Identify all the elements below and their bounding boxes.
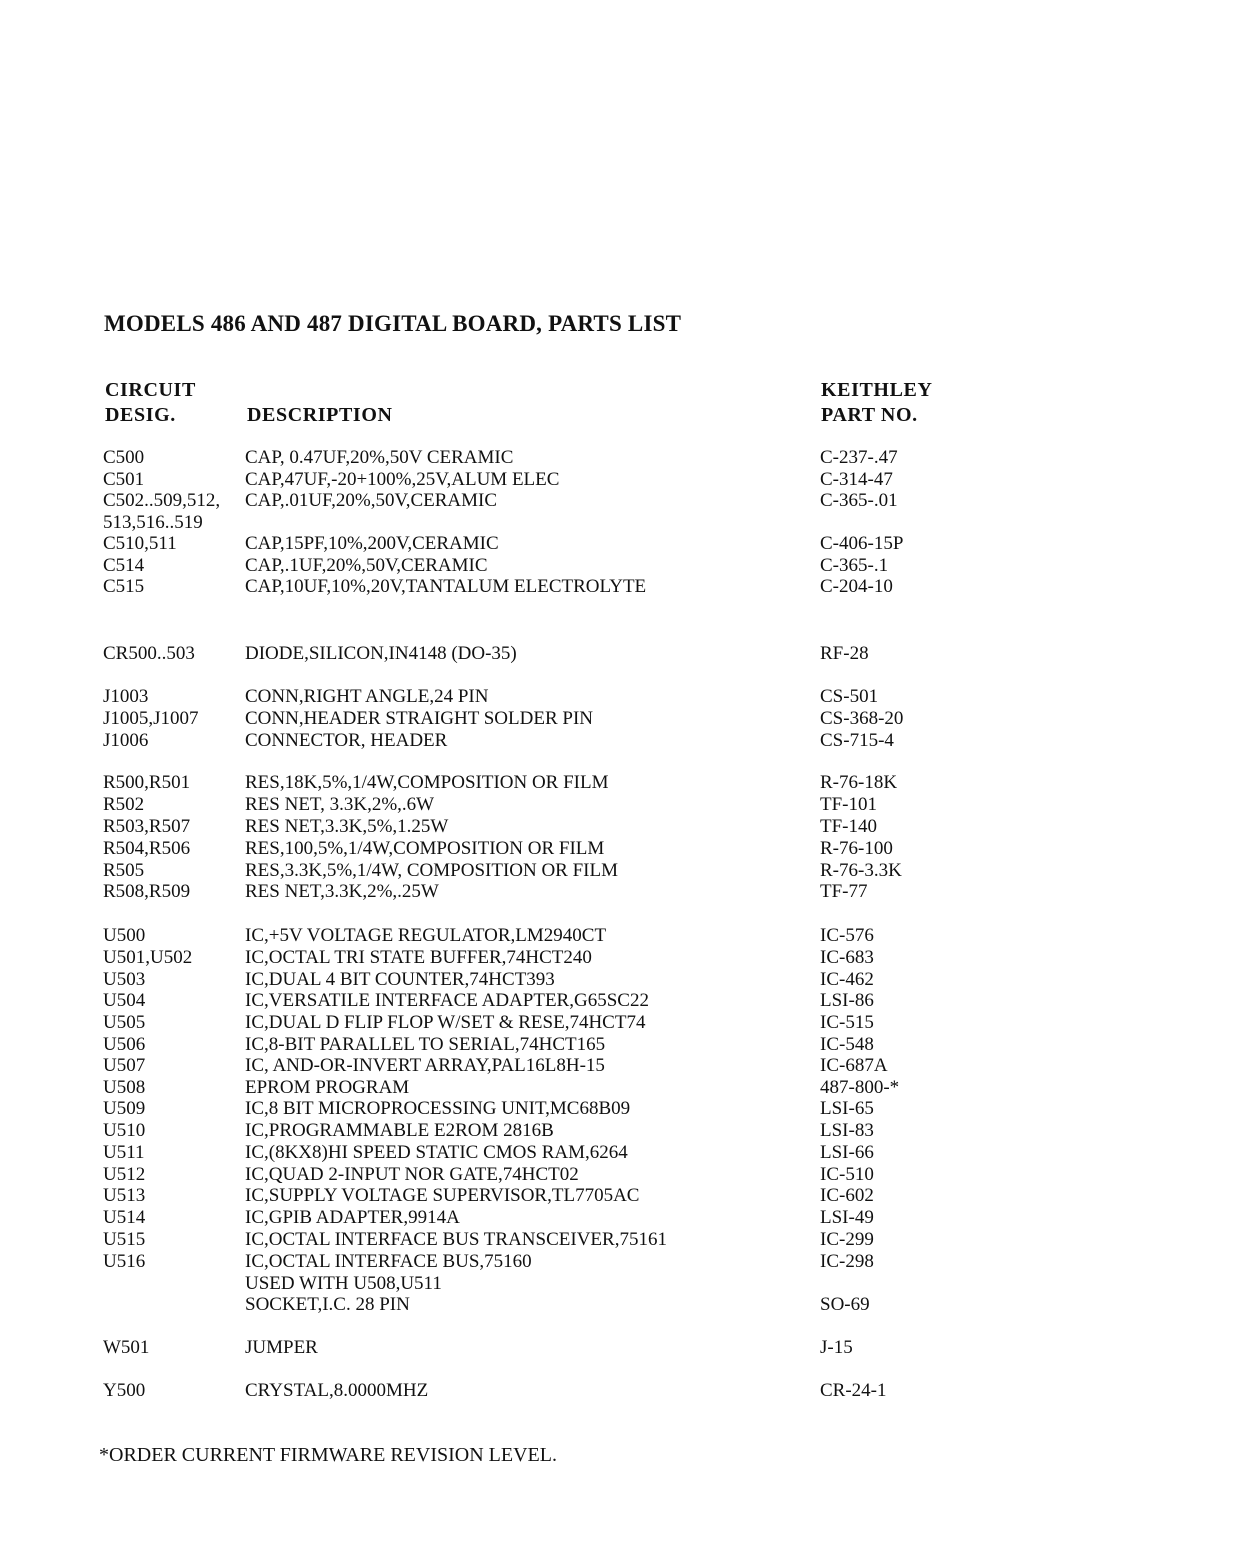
row-part-number: LSI-49 xyxy=(820,1207,874,1228)
column-header-line: CIRCUIT xyxy=(105,379,196,401)
row-part-number: R-76-18K xyxy=(820,772,898,793)
row-description: CONN,RIGHT ANGLE,24 PIN xyxy=(245,686,489,707)
row-designator: U511 xyxy=(103,1142,145,1163)
row-designator: U512 xyxy=(103,1164,146,1185)
row-description: CONN,HEADER STRAIGHT SOLDER PIN xyxy=(245,708,593,729)
row-designator: U503 xyxy=(103,969,146,990)
row-description: IC,DUAL D FLIP FLOP W/SET & RESE,74HCT74 xyxy=(245,1012,646,1033)
row-part-number: C-365-.01 xyxy=(820,490,898,511)
row-designator: U504 xyxy=(103,990,146,1011)
row-part-number: LSI-65 xyxy=(820,1098,874,1119)
row-designator: U515 xyxy=(103,1229,146,1250)
row-designator: R503,R507 xyxy=(103,816,191,837)
row-part-number: IC-510 xyxy=(820,1164,874,1185)
row-designator: U506 xyxy=(103,1034,146,1055)
row-part-number: IC-602 xyxy=(820,1185,874,1206)
row-designator: J1006 xyxy=(103,730,149,751)
column-header-part-no xyxy=(821,378,933,428)
row-part-number: CS-501 xyxy=(820,686,879,707)
row-designator: J1003 xyxy=(103,686,149,707)
row-designator: U509 xyxy=(103,1098,146,1119)
row-part-number: J-15 xyxy=(820,1337,853,1358)
row-designator: U513 xyxy=(103,1185,146,1206)
column-header-description: DESCRIPTION xyxy=(247,404,393,426)
row-description: CAP,10UF,10%,20V,TANTALUM ELECTROLYTE xyxy=(245,576,647,597)
row-description: IC, AND-OR-INVERT ARRAY,PAL16L8H-15 xyxy=(245,1055,605,1076)
row-description: IC,8 BIT MICROPROCESSING UNIT,MC68B09 xyxy=(245,1098,631,1119)
footnote: *ORDER CURRENT FIRMWARE REVISION LEVEL. xyxy=(99,1444,557,1466)
row-designator: J1005,J1007 xyxy=(103,708,199,729)
row-description: RES,3.3K,5%,1/4W, COMPOSITION OR FILM xyxy=(245,860,618,881)
row-designator: C502..509,512, xyxy=(103,490,221,511)
row-part-number: CS-715-4 xyxy=(820,730,894,751)
row-designator: 513,516..519 xyxy=(103,512,203,533)
page-title: MODELS 486 AND 487 DIGITAL BOARD, PARTS LIST xyxy=(104,311,682,336)
row-description: IC,QUAD 2-INPUT NOR GATE,74HCT02 xyxy=(245,1164,579,1185)
row-part-number: IC-299 xyxy=(820,1229,874,1250)
row-description: IC,VERSATILE INTERFACE ADAPTER,G65SC22 xyxy=(245,990,649,1011)
row-part-number: 487-800-* xyxy=(820,1077,900,1098)
row-description: IC,+5V VOLTAGE REGULATOR,LM2940CT xyxy=(245,925,607,946)
row-part-number: R-76-3.3K xyxy=(820,860,902,881)
row-description: SOCKET,I.C. 28 PIN xyxy=(245,1294,410,1315)
row-part-number: IC-683 xyxy=(820,947,874,968)
row-part-number: CR-24-1 xyxy=(820,1380,887,1401)
row-part-number: C-314-47 xyxy=(820,469,893,490)
row-part-number: LSI-83 xyxy=(820,1120,874,1141)
row-part-number: RF-28 xyxy=(820,643,869,664)
row-description: CRYSTAL,8.0000MHZ xyxy=(245,1380,429,1401)
row-designator: U501,U502 xyxy=(103,947,193,968)
row-designator: C500 xyxy=(103,447,145,468)
row-description: IC,GPIB ADAPTER,9914A xyxy=(245,1207,460,1228)
row-designator: C510,511 xyxy=(103,533,177,554)
row-description: DIODE,SILICON,IN4148 (DO-35) xyxy=(245,643,517,664)
row-part-number: TF-101 xyxy=(820,794,877,815)
row-designator: R500,R501 xyxy=(103,772,191,793)
row-part-number: C-237-.47 xyxy=(820,447,898,468)
row-part-number: C-204-10 xyxy=(820,576,893,597)
row-description: EPROM PROGRAM xyxy=(245,1077,410,1098)
row-part-number: LSI-86 xyxy=(820,990,874,1011)
row-part-number: SO-69 xyxy=(820,1294,870,1315)
row-designator: CR500..503 xyxy=(103,643,195,664)
row-designator: U505 xyxy=(103,1012,146,1033)
row-designator: Y500 xyxy=(103,1380,146,1401)
row-designator: U514 xyxy=(103,1207,146,1228)
row-description: IC,8-BIT PARALLEL TO SERIAL,74HCT165 xyxy=(245,1034,606,1055)
row-part-number: IC-548 xyxy=(820,1034,874,1055)
row-designator: U510 xyxy=(103,1120,146,1141)
column-header-line: DESIG. xyxy=(105,404,176,426)
row-description: IC,(8KX8)HI SPEED STATIC CMOS RAM,6264 xyxy=(245,1142,628,1163)
row-description: CAP,.1UF,20%,50V,CERAMIC xyxy=(245,555,488,576)
row-part-number: C-365-.1 xyxy=(820,555,889,576)
row-part-number: TF-77 xyxy=(820,881,868,902)
row-description: CONNECTOR, HEADER xyxy=(245,730,448,751)
row-designator: U507 xyxy=(103,1055,146,1076)
row-designator: R508,R509 xyxy=(103,881,191,902)
row-part-number: IC-515 xyxy=(820,1012,874,1033)
row-description: IC,OCTAL TRI STATE BUFFER,74HCT240 xyxy=(245,947,592,968)
row-part-number: IC-576 xyxy=(820,925,874,946)
row-description: USED WITH U508,U511 xyxy=(245,1273,442,1294)
column-header-line: PART NO. xyxy=(821,404,918,426)
row-designator: C501 xyxy=(103,469,145,490)
row-description: CAP,47UF,-20+100%,25V,ALUM ELEC xyxy=(245,469,560,490)
row-designator: W501 xyxy=(103,1337,150,1358)
row-part-number: CS-368-20 xyxy=(820,708,904,729)
row-designator: R504,R506 xyxy=(103,838,191,859)
row-designator: U508 xyxy=(103,1077,146,1098)
row-description: RES,18K,5%,1/4W,COMPOSITION OR FILM xyxy=(245,772,609,793)
row-part-number: LSI-66 xyxy=(820,1142,874,1163)
row-designator: C514 xyxy=(103,555,145,576)
column-header-line: KEITHLEY xyxy=(821,379,933,401)
row-designator: U516 xyxy=(103,1251,146,1272)
row-description: CAP,15PF,10%,200V,CERAMIC xyxy=(245,533,499,554)
row-designator: R505 xyxy=(103,860,145,881)
row-part-number: R-76-100 xyxy=(820,838,893,859)
row-designator: U500 xyxy=(103,925,146,946)
row-description: RES NET, 3.3K,2%,.6W xyxy=(245,794,435,815)
row-description: IC,DUAL 4 BIT COUNTER,74HCT393 xyxy=(245,969,555,990)
row-part-number: IC-687A xyxy=(820,1055,888,1076)
row-description: JUMPER xyxy=(245,1337,318,1358)
row-description: IC,OCTAL INTERFACE BUS TRANSCEIVER,75161 xyxy=(245,1229,667,1250)
row-description: IC,PROGRAMMABLE E2ROM 2816B xyxy=(245,1120,554,1141)
row-description: RES,100,5%,1/4W,COMPOSITION OR FILM xyxy=(245,838,605,859)
row-description: IC,SUPPLY VOLTAGE SUPERVISOR,TL7705AC xyxy=(245,1185,640,1206)
row-part-number: C-406-15P xyxy=(820,533,904,554)
row-description: RES NET,3.3K,5%,1.25W xyxy=(245,816,449,837)
row-description: IC,OCTAL INTERFACE BUS,75160 xyxy=(245,1251,532,1272)
row-designator: R502 xyxy=(103,794,145,815)
row-description: CAP, 0.47UF,20%,50V CERAMIC xyxy=(245,447,514,468)
row-description: CAP,.01UF,20%,50V,CERAMIC xyxy=(245,490,498,511)
row-part-number: IC-462 xyxy=(820,969,874,990)
row-part-number: IC-298 xyxy=(820,1251,874,1272)
row-description: RES NET,3.3K,2%,.25W xyxy=(245,881,439,902)
row-designator: C515 xyxy=(103,576,145,597)
column-header-circuit-desig xyxy=(105,378,196,428)
row-part-number: TF-140 xyxy=(820,816,877,837)
